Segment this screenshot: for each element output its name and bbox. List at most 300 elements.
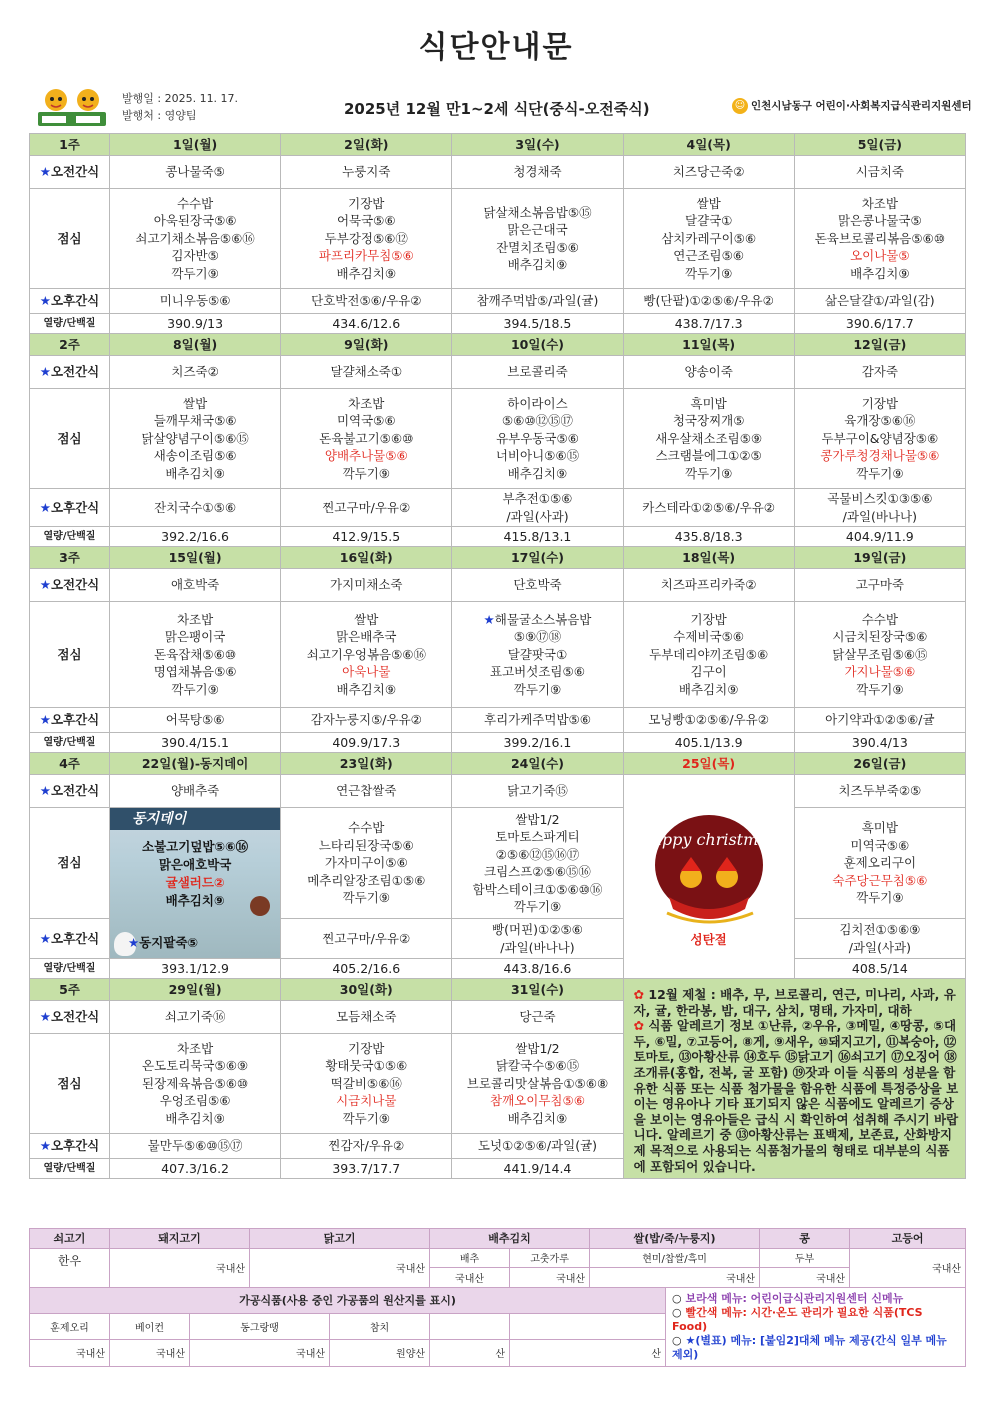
menu-subtitle: 2025년 12월 만1~2세 식단(중식-오전죽식): [344, 100, 650, 118]
menu-item: 닭살채소볶음밥⑤⑮: [483, 204, 592, 220]
week-label: 4주: [30, 753, 110, 775]
allergy-note: ✿ 식품 알레르기 정보 ①난류, ②우유, ③메밀, ④땅콩, ⑤대두, ⑥밀, ⑦고등어, ⑧게, ⑨새우, ⑩돼지고기, ⑪복숭아, ⑫토마토, ⑬아황산류 ⑭호두 ⑮닭고기 ⑯쇠고기 ⑰오징어 ⑱조개류(홍합, 전복, 굴 포함) ⑲잣과 이들 식품의 성분을 함유한 식품 또는 식품 첨가물을 함유한 식품에 특정증상을 보이는 영유아나 기타 표기되지 않은 식품에도 알레르기 증상을 보이는 영유아들은 급식 시 확인하여 섭취해 주시기 바랍니다. 알레르기 중 ⑬아황산류는 표백제, 보존료, 산화방지제 목적으로 사용되는 식품첨가물의 형태로 대부분의 식품에 포함되어 있습니다.: [633, 1018, 959, 1174]
menu-item: 새송이조림⑤⑥: [153, 448, 237, 464]
pm-snack-row: [30, 708, 966, 733]
menu-item: 쌀밥1/2: [515, 811, 560, 827]
week-header-row: [30, 134, 966, 156]
lunch-cell: [281, 602, 452, 708]
menu-item: 하이라이스: [507, 395, 568, 411]
center-name: ☺ 인천시남동구 어린이·사회복지급식관리지원센터: [732, 98, 962, 114]
row-label: 열량/단백질: [30, 527, 110, 547]
menu-item: 깍두기⑨: [342, 1110, 390, 1126]
day-header: 11일(목): [623, 334, 794, 356]
nutrition-value: 392.2/16.6: [110, 527, 281, 547]
pm-snack: 참깨주먹밥⑤/과일(귤): [452, 289, 623, 314]
lunch-cell: [623, 389, 794, 489]
row-label: 점심: [30, 389, 110, 489]
row-label: 점심: [30, 602, 110, 708]
row-label: 열량/단백질: [30, 959, 110, 979]
am-snack: 시금치죽: [794, 156, 965, 189]
week-label: 2주: [30, 334, 110, 356]
nutrition-value: 399.2/16.1: [452, 733, 623, 753]
processed-origin: 산: [430, 1340, 510, 1366]
menu-item: ★해물굴소스볶음밥: [483, 611, 592, 627]
origin-cabbage-country: 국내산: [430, 1268, 510, 1288]
smile-logo-icon: ☺: [732, 98, 748, 114]
am-snack: 달걀채소죽①: [281, 356, 452, 389]
nutrition-value: 434.6/12.6: [281, 314, 452, 334]
pm-snack: [452, 919, 623, 959]
pm-snack: 감자누룽지⑤/우유②: [281, 708, 452, 733]
menu-item: 깍두기⑨: [684, 465, 733, 481]
pm-snack: 후리가케주먹밥⑤⑥: [452, 708, 623, 733]
lunch-row: [30, 189, 966, 289]
am-snack: 양배추죽: [110, 775, 281, 808]
menu-item: 수제비국⑤⑥: [673, 629, 745, 645]
processed-item: 훈제오리: [30, 1313, 110, 1339]
menu-item: 들깨무채국⑤⑥: [153, 413, 237, 429]
nutrition-value: 394.5/18.5: [452, 314, 623, 334]
row-label: 열량/단백질: [30, 1159, 110, 1179]
am-snack: 가지미채소죽: [281, 569, 452, 602]
menu-item: ⑤⑥⑩⑫⑮⑰: [501, 413, 574, 429]
menu-item: 쌀밥: [183, 395, 208, 411]
nutrition-value: 393.1/12.9: [110, 959, 281, 979]
origin-header-rice: 쌀(밥/죽/누룽지): [590, 1229, 760, 1249]
pm-snack: [452, 489, 623, 527]
menu-item: 깍두기⑨: [342, 890, 390, 906]
menu-item: 숙주당근무침⑤⑥: [832, 872, 928, 888]
pm-snack: [794, 489, 965, 527]
menu-item: 양배추나물⑤⑥: [324, 448, 408, 464]
lunch-cell: [794, 602, 965, 708]
nutrition-value: 390.6/17.7: [794, 314, 965, 334]
menu-item: 연근조림⑤⑥: [673, 248, 745, 264]
menu-item: 스크램블에그①②⑤: [655, 448, 762, 464]
week-label: 3주: [30, 547, 110, 569]
nutrition-value: 393.7/17.7: [281, 1159, 452, 1179]
week-header-row: [30, 979, 966, 1001]
origin-header-chicken: 닭고기: [250, 1229, 430, 1249]
nutrition-value: 438.7/17.3: [623, 314, 794, 334]
menu-item: 시금치된장국⑤⑥: [832, 629, 928, 645]
menu-item: 깍두기⑨: [513, 681, 562, 697]
origin-pork: 국내산: [110, 1248, 250, 1287]
menu-item: 명엽채볶음⑤⑥: [153, 664, 237, 680]
legend-purple: ○ 보라색 메뉴: 어린이급식관리지원센터 신메뉴: [672, 1291, 904, 1305]
lunch-row: [30, 808, 966, 919]
row-label: ★오후간식: [30, 919, 110, 959]
row-label: 열량/단백질: [30, 314, 110, 334]
season-note: ✿ 12월 제철 : 배추, 무, 브로콜리, 연근, 미나리, 사과, 유자, 귤, 한라봉, 밤, 대구, 삼치, 명태, 가자미, 대하: [633, 987, 956, 1018]
menu-item: 닭살양념구이⑤⑥⑮: [141, 430, 249, 446]
menu-item: 맑은팽이국: [164, 629, 226, 645]
star-mark: ★: [39, 364, 51, 380]
star-mark: ★: [483, 611, 495, 627]
menu-table: [29, 133, 966, 1179]
pm-snack: 단호박전⑤⑥/우유②: [281, 289, 452, 314]
origin-bean-country: 국내산: [760, 1268, 850, 1288]
am-snack: 닭고기죽⑮: [452, 775, 623, 808]
origin-chicken: 국내산: [250, 1248, 430, 1287]
nutrition-value: 443.8/16.6: [452, 959, 623, 979]
nutrition-value: 405.2/16.6: [281, 959, 452, 979]
menu-item: 깍두기⑨: [513, 899, 562, 915]
am-snack: 단호박죽: [452, 569, 623, 602]
menu-item: 깍두기⑨: [342, 465, 390, 481]
am-snack: 치즈파프리카죽②: [623, 569, 794, 602]
row-label: ★오전간식: [30, 569, 110, 602]
star-mark: ★: [39, 1138, 51, 1154]
processed-origin: 국내산: [30, 1340, 110, 1366]
menu-item: 두부데리야끼조림⑤⑥: [649, 646, 769, 662]
lunch-cell: [794, 808, 965, 919]
nutrition-value: 407.3/16.2: [110, 1159, 281, 1179]
lunch-cell: [623, 602, 794, 708]
star-mark: ★: [128, 935, 140, 950]
menu-item: 떡갈비⑤⑥⑯: [330, 1075, 402, 1091]
pm-snack: 찐감자/우유②: [281, 1134, 452, 1159]
menu-item: 시금치나물: [336, 1093, 397, 1109]
pm-snack: 도넛①②⑤⑥/과일(귤): [452, 1134, 623, 1159]
nutrition-value: 405.1/13.9: [623, 733, 794, 753]
menu-item: 우엉조림⑤⑥: [159, 1093, 231, 1109]
page-title: 식단안내문: [418, 30, 574, 65]
menu-item: 달걀팟국①: [507, 646, 568, 662]
menu-item: 유부우동국⑤⑥: [496, 430, 579, 446]
am-snack: 애호박죽: [110, 569, 281, 602]
row-label: ★오후간식: [30, 1134, 110, 1159]
week-label: 1주: [30, 134, 110, 156]
dongji-title: 동지데이: [110, 808, 280, 830]
menu-item: 깍두기⑨: [171, 681, 219, 697]
menu-item: 배추김치⑨: [165, 893, 225, 908]
day-header: 17일(수): [452, 547, 623, 569]
origin-kimchi-cabbage: 배추: [430, 1248, 510, 1268]
menu-item: 배추김치⑨: [507, 257, 568, 272]
lunch-cell: [794, 189, 965, 289]
info-header: [32, 86, 972, 130]
pm-snack: 삶은달걀①/과일(감): [794, 289, 965, 314]
legend-red: ○ 빨간색 메뉴: 시간·온도 관리가 필요한 식품(TCS Food): [672, 1305, 923, 1333]
nutrition-value: 415.8/13.1: [452, 527, 623, 547]
menu-item: 쌀밥1/2: [515, 1040, 560, 1056]
christmas-label: 성탄절: [690, 932, 727, 947]
lunch-cell: [452, 189, 623, 289]
origin-pepper-country: 국내산: [510, 1268, 590, 1288]
dongji-pm-snack: ★동지팥죽⑤: [128, 935, 199, 950]
christmas-cell: [623, 775, 794, 979]
processed-origin: 산: [510, 1340, 666, 1366]
menu-item: 깍두기⑨: [856, 681, 904, 697]
menu-item: 삼치카레구이⑤⑥: [661, 230, 757, 246]
nutrition-value: 412.9/15.5: [281, 527, 452, 547]
nutrition-value: 390.4/15.1: [110, 733, 281, 753]
row-label: 점심: [30, 1034, 110, 1134]
christmas-illustration-icon: [641, 813, 776, 933]
am-snack-row: [30, 156, 966, 189]
pm-snack-text: 곡물비스킷①③⑤⑥ /과일(바나나): [827, 491, 933, 524]
day-header: 23일(화): [281, 753, 452, 775]
menu-item: 배추김치⑨: [336, 265, 397, 281]
menu-item: 배추김치⑨: [850, 265, 910, 281]
day-header: 12일(금): [794, 334, 965, 356]
menu-item: 참깨오이무침⑤⑥: [490, 1093, 585, 1109]
nutrition-value: 408.5/14: [794, 959, 965, 979]
issue-date: 발행일 : 2025. 11. 17.: [122, 92, 239, 105]
menu-item: 육개장⑤⑥⑯: [844, 413, 916, 429]
menu-item: 배추김치⑨: [678, 681, 739, 697]
menu-item: 청국장찌개⑤: [672, 413, 745, 429]
menu-item: 깍두기⑨: [171, 265, 219, 281]
menu-item: 배추김치⑨: [165, 465, 225, 481]
menu-item: 맑은배추국: [336, 629, 397, 645]
lunch-cell: [794, 389, 965, 489]
menu-item: 황태뭇국①⑤⑥: [325, 1058, 408, 1074]
nutrition-row: [30, 314, 966, 334]
row-label: ★오전간식: [30, 156, 110, 189]
row-label: ★오후간식: [30, 289, 110, 314]
origin-header-mackerel: 고등어: [850, 1229, 966, 1249]
pm-snack: 물만두⑤⑥⑩⑮⑰: [110, 1134, 281, 1159]
lunch-cell: [281, 1034, 452, 1134]
pm-snack: 어묵탕⑤⑥: [110, 708, 281, 733]
menu-item: 차조밥: [348, 395, 385, 411]
am-snack: 감자죽: [794, 356, 965, 389]
row-label: ★오후간식: [30, 489, 110, 527]
star-mark: ★: [39, 783, 51, 799]
star-mark: ★: [39, 1009, 51, 1025]
lunch-cell: [623, 189, 794, 289]
row-label: 점심: [30, 189, 110, 289]
processed-header: 가공식품(사용 중인 가공품의 원산지를 표시): [30, 1287, 666, 1313]
menu-item: 쇠고기채소볶음⑤⑥⑯: [135, 230, 255, 246]
nutrition-value: 390.4/13: [794, 733, 965, 753]
menu-item: 배추김치⑨: [507, 465, 568, 481]
row-label: ★오전간식: [30, 1001, 110, 1034]
week-header-row: [30, 547, 966, 569]
nutrition-value: 441.9/14.4: [452, 1159, 623, 1179]
nutrition-value: 409.9/17.3: [281, 733, 452, 753]
pm-snack: 빵(단팥)①②⑤⑥/우유②: [623, 289, 794, 314]
star-mark: ★: [39, 293, 51, 309]
pm-snack: 찐고구마/우유②: [281, 919, 452, 959]
pm-snack: 잔치국수①⑤⑥: [110, 489, 281, 527]
menu-item: 쌀밥: [354, 611, 379, 627]
menu-item: 어묵국⑤⑥: [336, 213, 396, 229]
dongji-day-cell: [110, 808, 281, 959]
origin-bean-sub: 두부: [760, 1248, 850, 1268]
nutrition-value: 404.9/11.9: [794, 527, 965, 547]
menu-item: 맑은콩나물국⑤: [838, 213, 922, 229]
menu-item: 차조밥: [176, 1040, 214, 1056]
menu-item: 된장제육볶음⑤⑥⑩: [142, 1075, 249, 1091]
day-header: 1일(월): [110, 134, 281, 156]
lunch-cell: [452, 808, 623, 919]
day-header: 18일(목): [623, 547, 794, 569]
week-header-row: [30, 753, 966, 775]
origin-rice-country: 국내산: [590, 1268, 760, 1288]
menu-item: 아욱나물: [342, 664, 391, 680]
menu-item: 메추리알장조림①⑤⑥: [307, 872, 426, 888]
origin-rice-sub: 현미/찹쌀/흑미: [590, 1248, 760, 1268]
lunch-row: [30, 602, 966, 708]
lunch-cell: [281, 808, 452, 919]
menu-item: 크림스프②⑤⑥⑮⑯: [484, 864, 591, 880]
nutrition-value: 390.9/13: [110, 314, 281, 334]
day-header: 31일(수): [452, 979, 623, 1001]
menu-item: 기장밥: [348, 1040, 385, 1056]
day-header: 25일(목): [623, 753, 794, 775]
day-header: 24일(수): [452, 753, 623, 775]
pm-snack: 카스테라①②⑤⑥/우유②: [623, 489, 794, 527]
notes-panel: [623, 979, 965, 1179]
menu-item: 너비아니⑤⑥⑮: [495, 448, 580, 464]
processed-item: 동그랑땡: [190, 1313, 330, 1339]
menu-item: ⑤⑨⑰⑱: [513, 629, 562, 645]
pm-snack: [794, 919, 965, 959]
am-snack: 치즈당근죽②: [623, 156, 794, 189]
nutrition-row: [30, 959, 966, 979]
menu-item: 아욱된장국⑤⑥: [153, 213, 237, 229]
menu-item: 흑미밥: [690, 395, 727, 411]
origin-header-bean: 콩: [760, 1229, 850, 1249]
row-label: ★오전간식: [30, 356, 110, 389]
menu-item: 콩가루청경채나물⑤⑥: [820, 448, 940, 464]
processed-item: 참치: [330, 1313, 430, 1339]
menu-item: 배추김치⑨: [507, 1110, 568, 1126]
menu-item: 브로콜리맛살볶음①⑤⑥⑧: [466, 1075, 609, 1091]
menu-item: 두부구이&양념장⑤⑥: [821, 430, 939, 446]
day-header: 9일(화): [281, 334, 452, 356]
menu-item: 소불고기덮밥⑤⑥⑯: [142, 839, 249, 854]
am-snack: 모듬채소죽: [281, 1001, 452, 1034]
processed-origin: 원양산: [330, 1340, 430, 1366]
flower-icon: ✿: [633, 1018, 645, 1034]
star-mark: ★: [39, 499, 51, 515]
am-snack: 브로콜리죽: [452, 356, 623, 389]
menu-item: 파프리카무침⑤⑥: [318, 248, 414, 264]
color-legend: [666, 1287, 966, 1366]
day-header: 19일(금): [794, 547, 965, 569]
menu-item: 수수밥: [861, 611, 898, 627]
origin-header-beef: 쇠고기: [30, 1229, 110, 1249]
issuer: 발행처 : 영양팀: [122, 109, 197, 122]
kids-logo-icon: [36, 86, 108, 128]
menu-item: 귤샐러드②: [165, 875, 225, 890]
origin-beef: 한우: [30, 1248, 110, 1287]
red-bean-bowl-icon: [250, 896, 270, 916]
am-snack-row: [30, 356, 966, 389]
am-snack: 치즈죽②: [110, 356, 281, 389]
pm-snack-text: 빵(머핀)①②⑤⑥ /과일(바나나): [492, 922, 583, 955]
am-snack: 콩나물죽⑤: [110, 156, 281, 189]
flower-icon: ✿: [633, 987, 645, 1002]
day-header: 22일(월)-동지데이: [110, 753, 281, 775]
row-label: 열량/단백질: [30, 733, 110, 753]
menu-item: 흑미밥: [861, 820, 898, 836]
dongji-banner: [110, 808, 280, 958]
menu-item: 돈육브로콜리볶음⑤⑥⑩: [814, 230, 945, 246]
star-mark: ★: [39, 712, 51, 728]
day-header: 4일(목): [623, 134, 794, 156]
menu-item: 온도토리묵국⑤⑥⑨: [142, 1058, 249, 1074]
day-header: 2일(화): [281, 134, 452, 156]
menu-item: 쇠고기우엉볶음⑤⑥⑯: [306, 646, 426, 662]
menu-item: 배추김치⑨: [165, 1110, 225, 1126]
menu-item: 차조밥: [861, 195, 898, 211]
menu-item: 돈육잡채⑤⑥⑩: [154, 646, 237, 662]
pm-snack-text: 부추전①⑤⑥ /과일(사과): [502, 491, 573, 524]
processed-origin: 국내산: [110, 1340, 190, 1366]
menu-item: 깍두기⑨: [856, 465, 904, 481]
am-snack: 청경채죽: [452, 156, 623, 189]
nutrition-value: 435.8/18.3: [623, 527, 794, 547]
menu-item: ②⑤⑥⑫⑮⑯⑰: [495, 846, 580, 862]
menu-item: 배추김치⑨: [336, 681, 397, 697]
row-label: ★오후간식: [30, 708, 110, 733]
menu-item: 맑은애호박국: [158, 857, 232, 872]
lunch-row: [30, 389, 966, 489]
menu-item: 맑은근대국: [507, 222, 568, 237]
menu-item: 가지나물⑤⑥: [844, 664, 916, 680]
menu-item: 돈육불고기⑤⑥⑩: [319, 430, 414, 446]
menu-item: 수수밥: [348, 820, 385, 836]
menu-item: 새우살채소조림⑤⑨: [655, 430, 763, 446]
day-header: 29일(월): [110, 979, 281, 1001]
nutrition-row: [30, 527, 966, 547]
menu-item: 미역국⑤⑥: [336, 413, 396, 429]
pm-snack-text: 김치전①⑤⑥⑨ /과일(사과): [839, 922, 921, 955]
menu-item: 오이나물⑤: [850, 248, 910, 264]
star-mark: ★: [39, 577, 51, 593]
am-snack-row: [30, 775, 966, 808]
am-snack: 쇠고기죽⑯: [110, 1001, 281, 1034]
menu-item: 가자미구이⑤⑥: [324, 855, 408, 871]
row-label: ★오전간식: [30, 775, 110, 808]
menu-item: 토마토스파게티: [495, 829, 580, 845]
day-header: 8일(월): [110, 334, 281, 356]
am-snack: 양송이죽: [623, 356, 794, 389]
lunch-cell: [281, 389, 452, 489]
menu-item: 기장밥: [861, 395, 898, 411]
legend-star: ○ ★(별표) 메뉴: [붙임2]대체 메뉴 제공(간식 일부 메뉴 제외): [672, 1333, 947, 1361]
processed-item: 베이컨: [110, 1313, 190, 1339]
am-snack: 치즈두부죽②⑤: [794, 775, 965, 808]
menu-item: 표고버섯조림⑤⑥: [490, 664, 585, 680]
origin-table: [29, 1228, 966, 1367]
menu-item: 김자반⑤: [171, 248, 219, 264]
origin-kimchi-pepper: 고춧가루: [510, 1248, 590, 1268]
day-header: 26일(금): [794, 753, 965, 775]
day-header: 10일(수): [452, 334, 623, 356]
lunch-cell: [110, 189, 281, 289]
pm-snack-row: [30, 289, 966, 314]
origin-header-kimchi: 배추김치: [430, 1229, 590, 1249]
pm-snack: 미니우동⑤⑥: [110, 289, 281, 314]
lunch-cell: [281, 189, 452, 289]
pm-snack: 아기약과①②⑤⑥/귤: [794, 708, 965, 733]
lunch-cell: [452, 1034, 623, 1134]
day-header: 3일(수): [452, 134, 623, 156]
menu-item: 닭칼국수⑤⑥⑮: [495, 1058, 580, 1074]
menu-item: 기장밥: [690, 611, 727, 627]
menu-item: 차조밥: [176, 611, 214, 627]
week-header-row: [30, 334, 966, 356]
origin-header-pork: 돼지고기: [110, 1229, 250, 1249]
menu-item: 쌀밥: [696, 195, 721, 211]
lunch-cell: [110, 602, 281, 708]
